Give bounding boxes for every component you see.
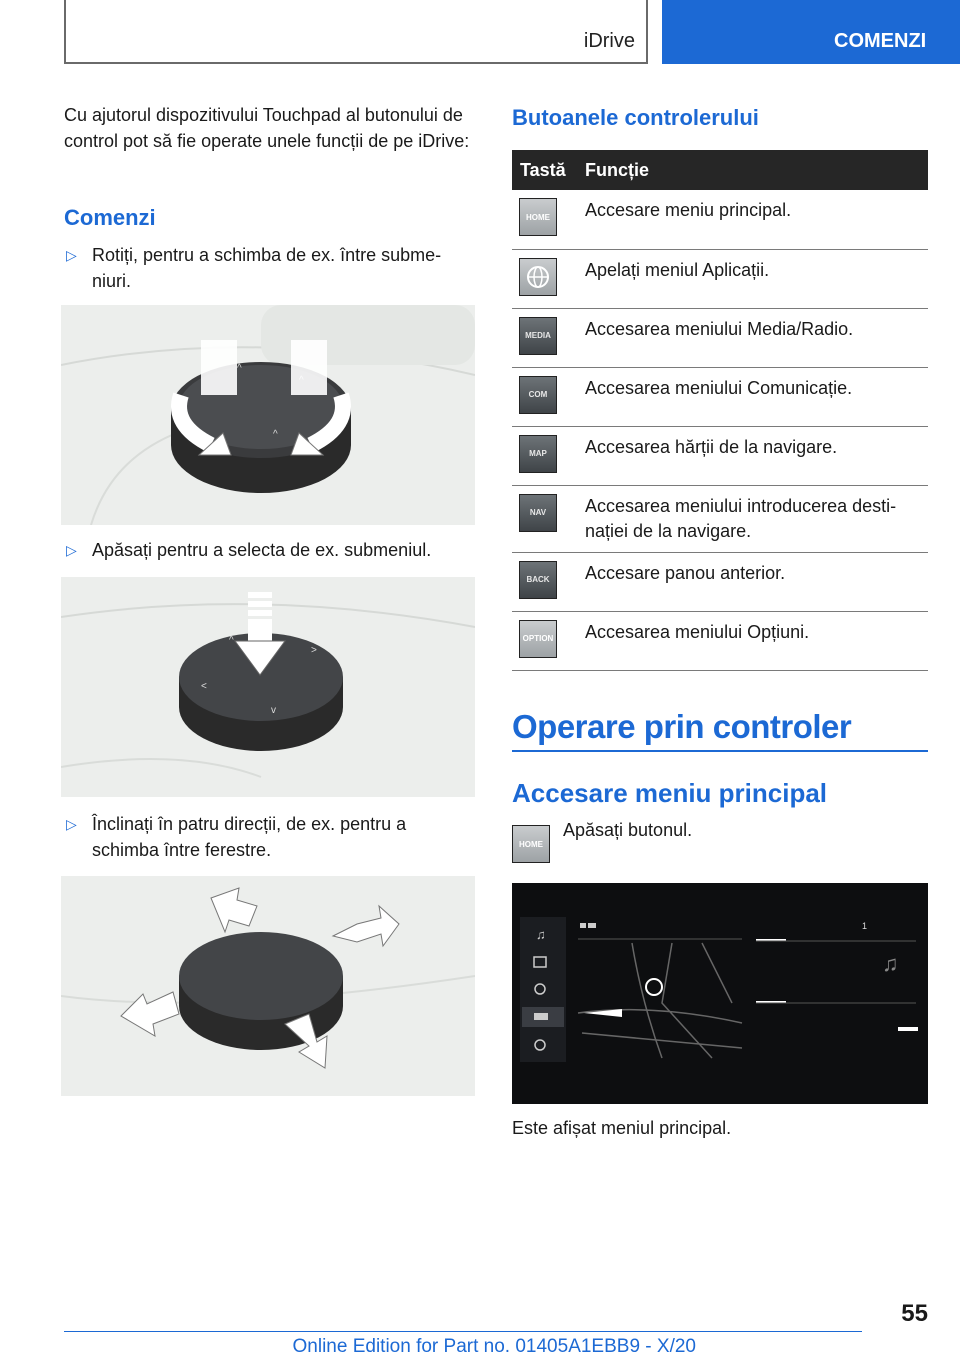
header-section: iDrive bbox=[583, 30, 635, 52]
globe-icon bbox=[519, 258, 557, 296]
table-row: Apelați meniul Aplicații. bbox=[512, 249, 928, 308]
press-instruction: Apăsați butonul. bbox=[563, 820, 693, 840]
table-row: MEDIA Accesarea meniului Media/Radio. bbox=[512, 308, 928, 367]
controller-tilt-image bbox=[61, 876, 475, 1096]
controller-press-image bbox=[61, 577, 475, 797]
footer-rule bbox=[64, 1331, 862, 1332]
home-key-icon: HOME bbox=[519, 198, 557, 236]
table-row: HOME Accesare meniu principal. bbox=[512, 190, 928, 249]
com-key-icon: COM bbox=[519, 376, 557, 414]
section-title-comenzi: Comenzi bbox=[64, 205, 156, 230]
svg-text:v: v bbox=[271, 705, 276, 716]
footer-edition: Online Edition for Part no. 01405A1EBB9 - X/20 bbox=[292, 1336, 696, 1357]
list-item: ▷ Înclinați în patru direcții, de ex. pentru a schimba între ferestre. bbox=[64, 811, 474, 863]
section-title-buttons: Butoanele controlerului bbox=[512, 105, 759, 130]
svg-text:^: ^ bbox=[237, 363, 242, 374]
page-number: 55 bbox=[901, 1300, 928, 1327]
table-row: MAP Accesarea hărții de la navigare. bbox=[512, 426, 928, 485]
back-key-icon: BACK bbox=[519, 561, 557, 599]
svg-text:♫: ♫ bbox=[882, 951, 899, 976]
table-row: OPTION Accesarea meniului Opțiuni. bbox=[512, 611, 928, 670]
svg-text:>: > bbox=[311, 645, 317, 656]
nav-key-icon: NAV bbox=[519, 494, 557, 532]
map-key-icon: MAP bbox=[519, 435, 557, 473]
svg-text:♫: ♫ bbox=[536, 927, 546, 942]
home-key-icon: HOME bbox=[512, 825, 550, 863]
table-row: BACK Accesare panou anterior. bbox=[512, 552, 928, 611]
triangle-bullet-icon: ▷ bbox=[66, 247, 77, 263]
screenshot-caption: Este afișat meniul principal. bbox=[512, 1118, 732, 1138]
section-title-operare: Operare prin controler bbox=[512, 708, 852, 745]
list-item: ▷ Rotiți, pentru a schimba de ex. între subme-niuri. bbox=[64, 242, 474, 294]
svg-text:<: < bbox=[201, 681, 207, 692]
main-menu-screenshot bbox=[512, 883, 928, 1104]
media-key-icon: MEDIA bbox=[519, 317, 557, 355]
svg-text:^: ^ bbox=[273, 429, 278, 440]
column-header-function: Funcție bbox=[577, 150, 928, 190]
header-chapter: COMENZI bbox=[662, 0, 960, 64]
table-row: NAV Accesarea meniului introducerea desti-nației de la navigare. bbox=[512, 485, 928, 552]
column-header-key: Tastă bbox=[512, 150, 577, 190]
triangle-bullet-icon: ▷ bbox=[66, 816, 77, 832]
blue-rule bbox=[512, 750, 928, 752]
buttons-table bbox=[512, 150, 928, 671]
list-item: ▷ Apăsați pentru a selecta de ex. submeniul. bbox=[64, 537, 474, 563]
table-row: COM Accesarea meniului Comunicație. bbox=[512, 367, 928, 426]
svg-text:1: 1 bbox=[862, 921, 868, 931]
subsection-title: Accesare meniu principal bbox=[512, 778, 828, 808]
intro-paragraph: Cu ajutorul dispozitivului Touchpad al butonului de control pot să fie operate unele funcții de pe iDrive: bbox=[64, 105, 470, 151]
svg-text:^: ^ bbox=[229, 635, 234, 646]
triangle-bullet-icon: ▷ bbox=[66, 542, 77, 558]
controller-rotate-image bbox=[61, 305, 475, 525]
option-key-icon: OPTION bbox=[519, 620, 557, 658]
